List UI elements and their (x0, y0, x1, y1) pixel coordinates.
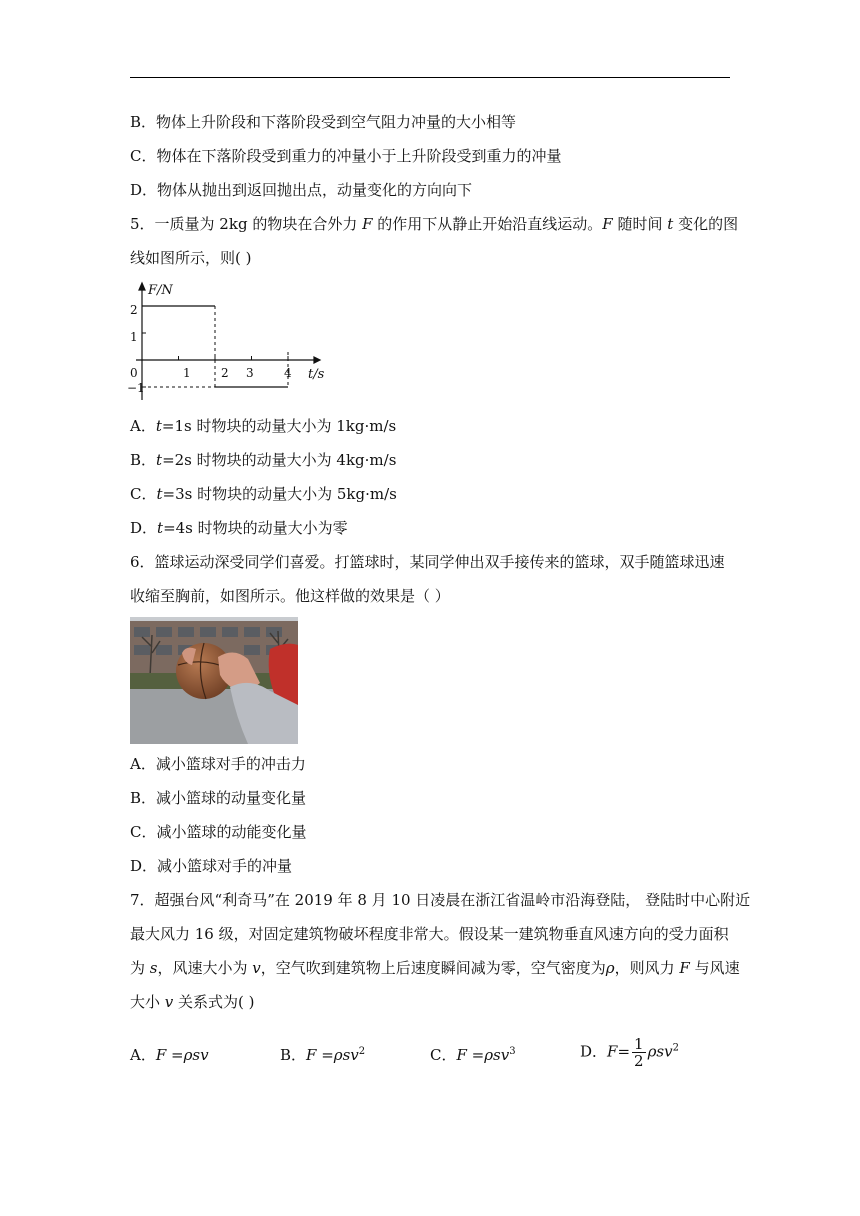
x-tick-3: 3 (246, 366, 254, 380)
y-tick-minus1: −1 (127, 381, 145, 395)
x-tick-4: 4 (284, 366, 292, 380)
q6-option-d: D．减小篮球对手的冲量 (130, 857, 293, 875)
x-axis-arrow (314, 357, 320, 363)
q5-stem-line1: 5．一质量为 2kg 的物块在合外力 F 的作用下从静止开始沿直线运动。F 随时间 t 变化的图 (130, 215, 739, 233)
y-tick-2: 2 (130, 303, 138, 317)
force-time-graph (127, 280, 330, 405)
q5-option-b: B．t=2s 时物块的动量大小为 4kg·m/s (130, 451, 397, 469)
q7-stem-line2: 最大风力 16 级，对固定建筑物破坏程度非常大。假设某一建筑物垂直风速方向的受力面积 (130, 925, 729, 943)
x-tick-1: 1 (183, 366, 191, 380)
q5-option-d: D．t=4s 时物块的动量大小为零 (130, 519, 348, 537)
header-rule (130, 77, 730, 78)
q5-option-a: A．t=1s 时物块的动量大小为 1kg·m/s (130, 417, 397, 435)
q6-stem-line1: 6．篮球运动深受同学们喜爱。打篮球时，某同学伸出双手接传来的篮球，双手随篮球迅速 (130, 553, 725, 571)
q4-option-b: B．物体上升阶段和下落阶段受到空气阻力冲量的大小相等 (130, 113, 517, 131)
q7-stem-line3: 为 s，风速大小为 v，空气吹到建筑物上后速度瞬间减为零，空气密度为ρ，则风力 F 与风速 (130, 959, 740, 977)
y-axis-label: F/N (148, 283, 173, 298)
basketball-catch-photo (130, 617, 298, 744)
q6-option-c: C．减小篮球的动能变化量 (130, 823, 307, 841)
q6-option-b: B．减小篮球的动量变化量 (130, 789, 307, 807)
q7-option-b: B．F =ρsv$^2$ (280, 1046, 366, 1064)
q6-stem-line2: 收缩至胸前，如图所示。他这样做的效果是（ ） (130, 587, 450, 605)
y-tick-1: 1 (130, 330, 138, 344)
q7-option-a: A．F =ρsv (130, 1046, 209, 1064)
q4-option-d: D．物体从抛出到返回抛出点，动量变化的方向向下 (130, 181, 473, 199)
x-tick-2: 2 (221, 366, 229, 380)
q5-option-c: C．t=3s 时物块的动量大小为 5kg·m/s (130, 485, 397, 503)
y-axis-arrow (139, 283, 145, 290)
q5-stem-line2: 线如图所示，则( ) (130, 249, 252, 267)
q7-option-c: C．F =ρsv$^3$ (430, 1046, 516, 1064)
q7-options (130, 1035, 730, 1070)
fraction-one-half: $\frac{1}{2}$ (634, 1035, 644, 1070)
q7-stem-line4: 大小 v 关系式为( ) (130, 993, 255, 1011)
origin-label: 0 (130, 366, 138, 380)
q4-option-c: C．物体在下落阶段受到重力的冲量小于上升阶段受到重力的冲量 (130, 147, 562, 165)
q7-option-d: D．F= $\frac{1}{2}$ ρsv$^2$ (580, 1035, 679, 1070)
q6-option-a: A．减小篮球对手的冲击力 (130, 755, 306, 773)
q7-stem-line1: 7．超强台风“利奇马”在 2019 年 8 月 10 日凌晨在浙江省温岭市沿海登陆， 登陆时中心附近 (130, 891, 751, 909)
x-axis-label: t/s (308, 367, 325, 382)
